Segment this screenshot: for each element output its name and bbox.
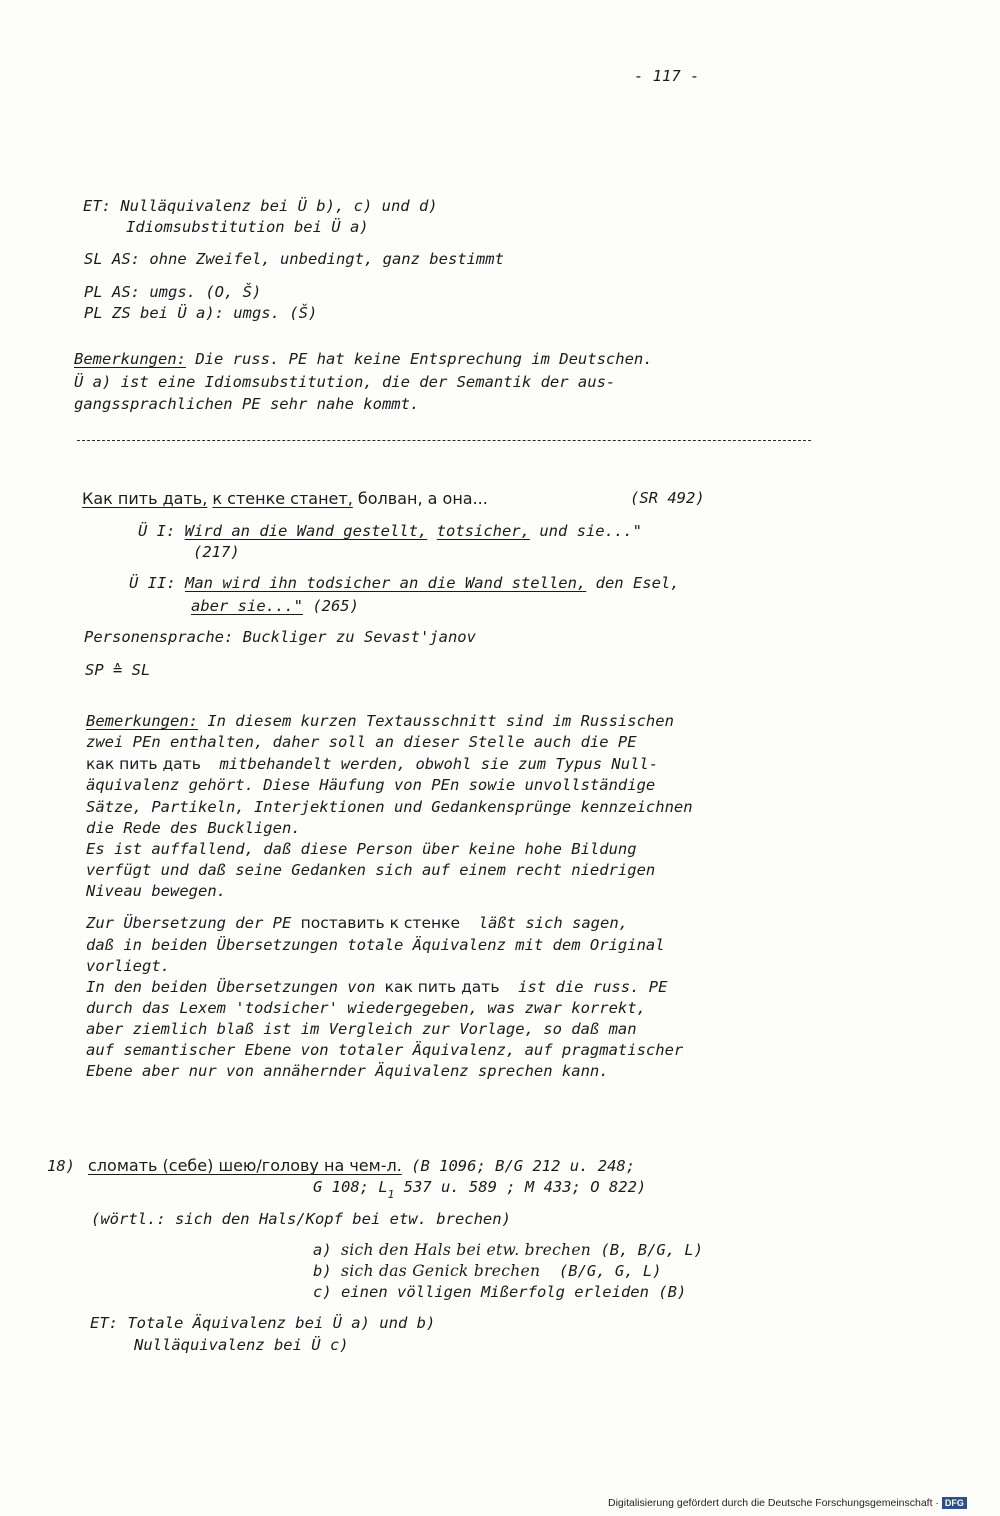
translation-1-label: Ü I: [138, 522, 185, 540]
entry-refs-line-2 [313, 1177, 646, 1199]
remarks-2-russian: как пить дать [86, 755, 201, 773]
variant-a-label: a) [313, 1241, 341, 1259]
remarks-1-line-3: gangssprachlichen PE sehr nahe kommt. [74, 395, 420, 413]
variant-a-source: (B, B/G, L) [591, 1241, 704, 1259]
translation-1-space [427, 522, 436, 540]
entry-et-line-1: ET: Totale Äquivalenz bei Ü a) und b) [90, 1314, 436, 1332]
dfg-logo: DFG [942, 1497, 967, 1509]
page-number: - 117 - [634, 67, 700, 85]
footer [608, 1497, 967, 1509]
entry-headword-line [88, 1156, 635, 1176]
remarks-1-line-2: Ü a) ist eine Idiomsubstitution, die der Semantik der aus- [74, 373, 616, 391]
remarks-2-line-8: verfügt und daß seine Gedanken sich auf einem recht niedrigen [86, 861, 656, 879]
translation-note-4-b: ist die russ. PE [499, 978, 668, 996]
remarks-2-text: In diesem kurzen Textausschnitt sind im Russischen [197, 712, 674, 730]
translation-1-rest: und sie..." [529, 522, 642, 540]
translation-note-line-6: aber ziemlich blaß ist im Vergleich zur Vorlage, so daß man [86, 1020, 637, 1038]
pl-as-line: PL AS: umgs. (O, Š) [84, 283, 262, 301]
remarks-label: Bemerkungen: [74, 350, 186, 368]
translation-note-line-1 [86, 913, 628, 933]
remarks-1-line-1 [74, 349, 653, 369]
entry-number: 18) [47, 1157, 75, 1175]
remarks-2-line-9: Niveau bewegen. [86, 882, 226, 900]
remarks-2-line-1 [86, 711, 674, 731]
remarks-2-line-6: die Rede des Buckligen. [86, 819, 301, 837]
variant-a [313, 1240, 703, 1260]
pl-zs-line: PL ZS bei Ü a): umgs. (Š) [84, 304, 318, 322]
translation-2-rest: den Esel, [586, 574, 680, 592]
translation-note-line-8: Ebene aber nur von annähernder Äquivalenz sprechen kann. [86, 1062, 609, 1080]
translation-note-4-russian: как пить дать [384, 978, 500, 996]
translation-note-line-7: auf semantischer Ebene von totaler Äquivalenz, auf pragmatischer [86, 1041, 684, 1059]
entry-refs-subscript: 1 [387, 1188, 395, 1201]
translation-1-phrase-a: Wird an die Wand gestellt, [184, 522, 428, 540]
translation-note-line-5: durch das Lexem 'todsicher' wiedergegeben, was zwar korrekt, [86, 999, 646, 1017]
entry-refs-2b: 537 u. 589 ; M 433; O 822) [394, 1178, 647, 1196]
et-line-1: ET: Nulläquivalenz bei Ü b), c) und d) [83, 197, 438, 215]
translation-1-line-1 [138, 521, 642, 541]
translation-2-phrase-2: aber sie..." [191, 597, 303, 615]
russian-quote-line [82, 489, 488, 509]
entry-refs-1: (B 1096; B/G 212 u. 248; [401, 1157, 636, 1175]
remarks-2-line-3 [86, 754, 658, 774]
translation-note-line-2: daß in beiden Übersetzungen totale Äquivalenz mit dem Original [86, 936, 665, 954]
variant-c: c) einen völligen Mißerfolg erleiden (B) [313, 1283, 687, 1301]
remarks-text: Die russ. PE hat keine Entsprechung im Deutschen. [185, 350, 653, 368]
remarks-2-line-4: äquivalenz gehört. Diese Häufung von PEn sowie unvollständige [86, 776, 656, 794]
sp-sl-line: SP ≙ SL [85, 661, 151, 679]
translation-1-phrase-b: totsicher, [436, 522, 530, 540]
variant-a-text: sich den Hals bei etw. brechen [341, 1241, 592, 1259]
sl-as-line: SL AS: ohne Zweifel, unbedingt, ganz bestimmt [84, 250, 504, 268]
translation-note-line-3: vorliegt. [86, 957, 170, 975]
quote-phrase-2: к стенке станет, [212, 489, 353, 508]
remarks-2-line-5: Sätze, Partikeln, Interjektionen und Gedankensprünge kennzeichnen [86, 798, 693, 816]
translation-2-page: (265) [302, 597, 359, 615]
variant-b-source: (B/G, G, L) [540, 1262, 662, 1280]
quote-rest: болван, а она... [352, 489, 488, 508]
translation-2-phrase: Man wird ihn todsicher an die Wand stellen, [185, 574, 587, 592]
translation-2-line-1 [129, 573, 680, 593]
entry-literal: (wörtl.: sich den Hals/Kopf bei etw. brechen) [91, 1210, 511, 1228]
translation-note-line-4 [86, 977, 667, 997]
entry-refs-2a: G 108; L [313, 1178, 388, 1196]
remarks-2-label: Bemerkungen: [86, 712, 198, 730]
remarks-2-line-2: zwei PEn enthalten, daher soll an dieser Stelle auch die PE [86, 733, 637, 751]
remarks-2-line-3-text: mitbehandelt werden, obwohl sie zum Typus Null- [200, 755, 659, 773]
translation-note-4-a: In den beiden Übersetzungen von [86, 978, 385, 996]
translation-2-line-2 [191, 596, 359, 616]
translation-note-text-a: Zur Übersetzung der PE [86, 914, 301, 932]
quote-phrase-1: Как пить дать, [82, 489, 208, 508]
entry-headword: сломать (себе) шею/голову на чем-л. [88, 1156, 402, 1175]
translation-note-russian: поставить к стенке [300, 914, 461, 932]
speaker-line: Personensprache: Buckliger zu Sevast'janov [84, 628, 476, 646]
translation-1-page: (217) [193, 543, 240, 561]
entry-et-line-2: Nulläquivalenz bei Ü c) [134, 1336, 349, 1354]
variant-b-text: sich das Genick brechen [341, 1262, 541, 1280]
quote-source: (SR 492) [630, 489, 705, 507]
remarks-2-line-7: Es ist auffallend, daß diese Person über keine hohe Bildung [86, 840, 637, 858]
translation-note-text-b: läßt sich sagen, [460, 914, 628, 932]
section-divider [77, 440, 811, 441]
et-line-2: Idiomsubstitution bei Ü a) [126, 218, 369, 236]
variant-b-label: b) [313, 1262, 341, 1280]
footer-text: Digitalisierung gefördert durch die Deutsche Forschungsgemeinschaft · [608, 1497, 939, 1509]
translation-2-label: Ü II: [129, 574, 185, 592]
variant-b [313, 1261, 662, 1281]
